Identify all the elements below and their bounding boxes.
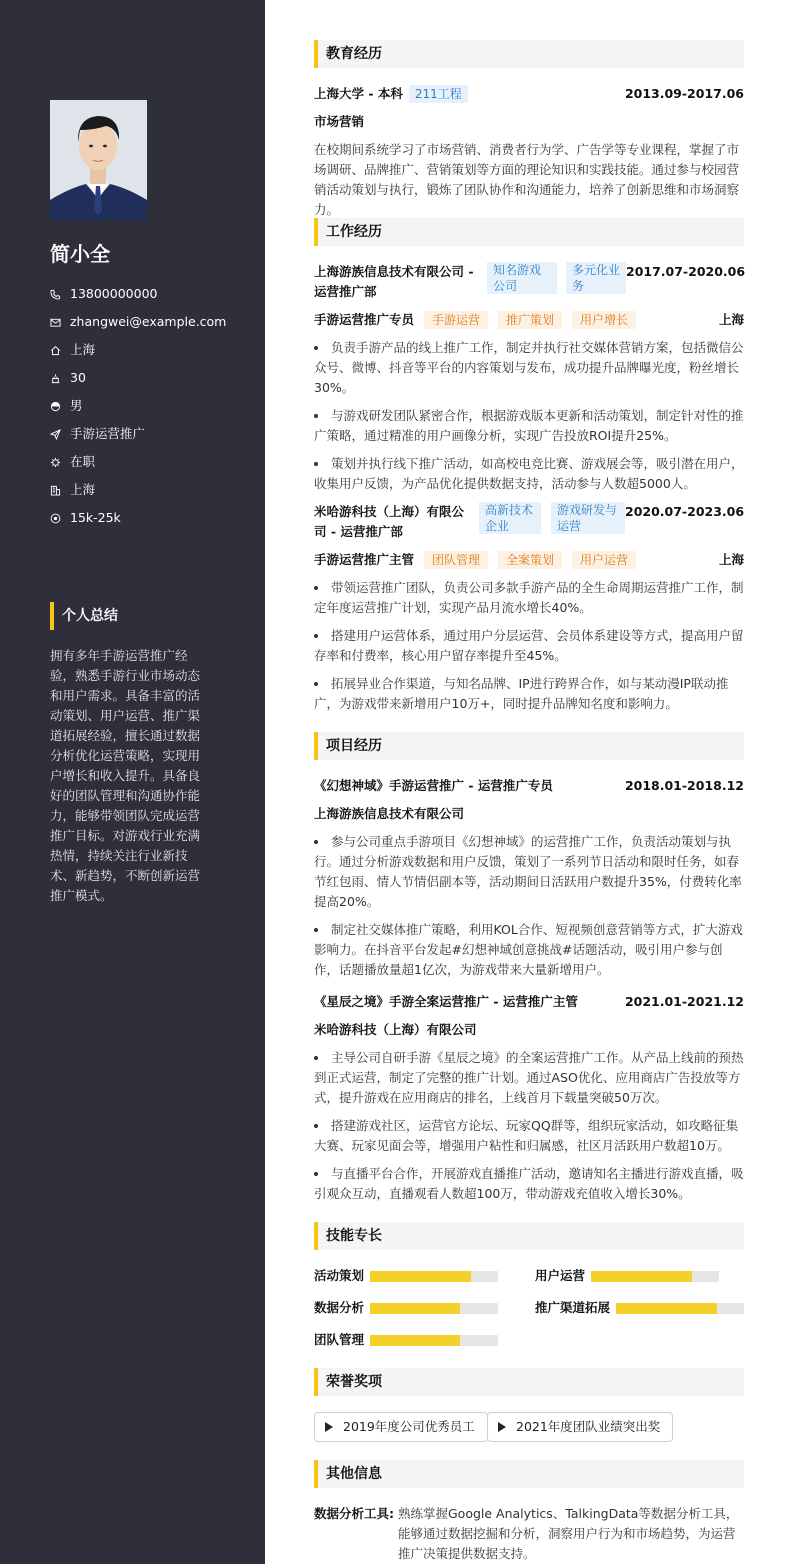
skill-bar-fill (370, 1303, 460, 1314)
play-triangle-icon (325, 1422, 333, 1432)
info-status (50, 448, 226, 476)
list-item: 搭建游戏社区，运营官方论坛、玩家QQ群等，组织玩家活动，如攻略征集大赛、玩家见面会等，增强用户粘性和归属感，社区月活跃用户数超10万。 (314, 1118, 739, 1153)
company-tag: 游戏研发与运营 (551, 502, 625, 534)
play-triangle-icon (498, 1422, 506, 1432)
job-date: 2020.07-2023.06 (625, 504, 745, 519)
info-text: 手游运营推广 (70, 426, 146, 441)
info-text: 30 (70, 370, 86, 385)
phone-icon (50, 289, 70, 300)
profile-name: 简小全 (50, 242, 110, 266)
skill-tag: 手游运营 (424, 311, 488, 329)
company-tag: 高新技术企业 (479, 502, 541, 534)
list-item: 拓展异业合作渠道，与知名品牌、IP进行跨界合作，如与某动漫IP联动推广，为游戏带来新增用户10万+，同时提升品牌知名度和影响力。 (314, 676, 729, 711)
project-date: 2018.01-2018.12 (624, 778, 744, 793)
project-header (314, 992, 744, 1012)
education-heading: 教育经历 (314, 40, 744, 68)
skill-item: 用户运营 (535, 1266, 719, 1286)
project-date: 2021.01-2021.12 (624, 994, 744, 1009)
job-position: 手游运营推广主管 (314, 552, 415, 567)
job-city: 上海 (718, 312, 744, 327)
skill-tag: 用户运营 (572, 551, 636, 569)
info-text: 上海 (70, 482, 96, 497)
list-item: 带领运营推广团队，负责公司多款手游产品的全生命周期运营推广工作，制定年度运营推广计划，实现产品月流水增长40%。 (314, 580, 744, 615)
job-company: 米哈游科技（上海）有限公司 - 运营推广部 (314, 504, 465, 539)
skill-bar (370, 1303, 498, 1314)
other-info-row (314, 1504, 744, 1564)
building-icon (50, 485, 70, 496)
info-phone (50, 280, 226, 308)
info-text: 13800000000 (70, 286, 158, 301)
job-header (314, 262, 744, 302)
job-city: 上海 (718, 552, 744, 567)
school-name: 上海大学 - 本科 (314, 86, 403, 101)
contact-info-list (50, 280, 226, 532)
info-job-intent (50, 420, 226, 448)
other-heading: 其他信息 (314, 1460, 744, 1488)
status-icon (50, 457, 70, 468)
skill-bar (370, 1271, 498, 1282)
list-item: 制定社交媒体推广策略，利用KOL合作、短视频创意营销等方式，扩大游戏影响力。在抖音平台发起#幻想神域创意挑战#话题活动，吸引用户参与创作，话题播放量超1亿次，为游戏带来大量新增用户。 (314, 922, 743, 977)
job-position-row (314, 550, 744, 570)
info-gender (50, 392, 226, 420)
list-item: 与游戏研发团队紧密合作，根据游戏版本更新和活动策划，制定针对性的推广策略，通过精准的用户画像分析，实现广告投放ROI提升25%。 (314, 408, 744, 443)
job-bullets (314, 338, 744, 502)
age-icon (50, 373, 70, 384)
company-tag: 多元化业务 (566, 262, 626, 294)
info-email (50, 308, 226, 336)
list-item: 负责手游产品的线上推广工作，制定并执行社交媒体营销方案，包括微信公众号、微博、抖音等平台的内容策划与发布，成功提升品牌曝光度，粉丝增长30%。 (314, 340, 744, 395)
list-item: 参与公司重点手游项目《幻想神域》的运营推广工作，负责活动策划与执行。通过分析游戏数据和用户反馈，策划了一系列节日活动和限时任务，如春节红包雨、情人节情侣副本等，活动期间日活跃用户数提升35%，付费转化率提高20%。 (314, 834, 742, 909)
project-company: 上海游族信息技术有限公司 (314, 806, 465, 821)
skill-item: 数据分析 (314, 1298, 498, 1318)
project-header (314, 776, 744, 796)
education-date: 2013.09-2017.06 (624, 86, 744, 101)
info-text: zhangwei@example.com (70, 314, 227, 329)
skill-tag: 全案策划 (498, 551, 562, 569)
info-text: 在职 (70, 454, 96, 469)
other-info-text: 熟练掌握Google Analytics、TalkingData等数据分析工具，能够通过数据挖掘和分析，洞察用户行为和市场趋势，为运营推广决策提供数据支持。 (398, 1506, 739, 1561)
education-row (314, 84, 744, 104)
skill-bar-fill (370, 1271, 471, 1282)
award-item[interactable]: 2021年度团队业绩突出奖 (487, 1412, 673, 1442)
education-desc: 在校期间系统学习了市场营销、消费者行为学、广告学等专业课程，掌握了市场调研、品牌推广、营销策划等方面的理论知识和实践技能。通过参与校园营销活动策划与执行，锻炼了团队协作和沟通能力，培养了创新思维和市场洞察力。 (314, 142, 740, 217)
list-item: 策划并执行线下推广活动，如高校电竞比赛、游戏展会等，吸引潜在用户，收集用户反馈，为产品优化提供数据支持，活动参与人数超5000人。 (314, 456, 744, 491)
profile-photo (50, 100, 147, 220)
portrait-image (50, 100, 147, 220)
job-position: 手游运营推广专员 (314, 312, 415, 327)
project-name: 《幻想神域》手游运营推广 - 运营推广专员 (314, 778, 553, 793)
salary-icon (50, 513, 70, 524)
skill-tag: 推广策划 (498, 311, 562, 329)
honors-heading: 荣誉奖项 (314, 1368, 744, 1396)
school-tag: 211工程 (409, 85, 468, 103)
project-bullets (314, 832, 744, 988)
info-text: 上海 (70, 342, 96, 357)
award-item[interactable]: 2019年度公司优秀员工 (314, 1412, 488, 1442)
skill-item: 推广渠道拓展 (535, 1298, 744, 1318)
skill-bar-fill (616, 1303, 717, 1314)
education-major: 市场营销 (314, 114, 365, 129)
home-icon (50, 345, 70, 356)
company-tag: 知名游戏公司 (487, 262, 557, 294)
skill-bar-fill (591, 1271, 692, 1282)
info-text: 男 (70, 398, 83, 413)
sidebar (0, 0, 265, 1564)
skill-item: 活动策划 (314, 1266, 498, 1286)
project-name: 《星辰之境》手游全案运营推广 - 运营推广主管 (314, 994, 578, 1009)
skill-item: 团队管理 (314, 1330, 498, 1350)
info-salary (50, 504, 226, 532)
job-date: 2017.07-2020.06 (626, 264, 746, 279)
list-item: 搭建用户运营体系，通过用户分层运营、会员体系建设等方式，提高用户留存率和付费率，核心用户留存率提升至45%。 (314, 628, 744, 663)
send-icon (50, 429, 70, 440)
list-item: 与直播平台合作，开展游戏直播推广活动，邀请知名主播进行游戏直播，吸引观众互动，直播观看人数超100万，带动游戏充值收入增长30%。 (314, 1166, 744, 1201)
skill-bar-fill (370, 1335, 460, 1346)
job-position-row (314, 310, 744, 330)
job-header (314, 502, 744, 542)
mail-icon (50, 317, 70, 328)
info-location (50, 336, 226, 364)
work-heading: 工作经历 (314, 218, 744, 246)
project-company: 米哈游科技（上海）有限公司 (314, 1022, 477, 1037)
gender-icon (50, 401, 70, 412)
skills-heading: 技能专长 (314, 1222, 744, 1250)
summary-heading: 个人总结 (50, 602, 250, 630)
skill-bar (370, 1335, 498, 1346)
skill-bar (591, 1271, 719, 1282)
list-item: 主导公司自研手游《星辰之境》的全案运营推广工作。从产品上线前的预热到正式运营，制定了完整的推广计划。通过ASO优化、应用商店广告投放等方式，提升游戏在应用商店的排名，上线首月下载量突破50万次。 (314, 1050, 744, 1105)
skill-tag: 用户增长 (572, 311, 636, 329)
info-text: 15k-25k (70, 510, 121, 525)
job-bullets (314, 578, 744, 722)
skill-tag: 团队管理 (424, 551, 488, 569)
job-company: 上海游族信息技术有限公司 - 运营推广部 (314, 264, 474, 299)
skill-bar (616, 1303, 744, 1314)
info-work-city (50, 476, 226, 504)
projects-heading: 项目经历 (314, 732, 744, 760)
summary-text: 拥有多年手游运营推广经验，熟悉手游行业市场动态和用户需求。具备丰富的活动策划、用户运营、推广渠道拓展经验，擅长通过数据分析优化运营策略，实现用户增长和收入提升。具备良好的团队管理和沟通协作能力，能够带领团队完成运营推广目标。对游戏行业充满热情，持续关注行业新技术、新趋势，不断创新运营推广模式。 (50, 648, 201, 903)
info-age (50, 364, 226, 392)
other-info-label: 数据分析工具: (314, 1506, 394, 1521)
project-bullets (314, 1048, 744, 1212)
